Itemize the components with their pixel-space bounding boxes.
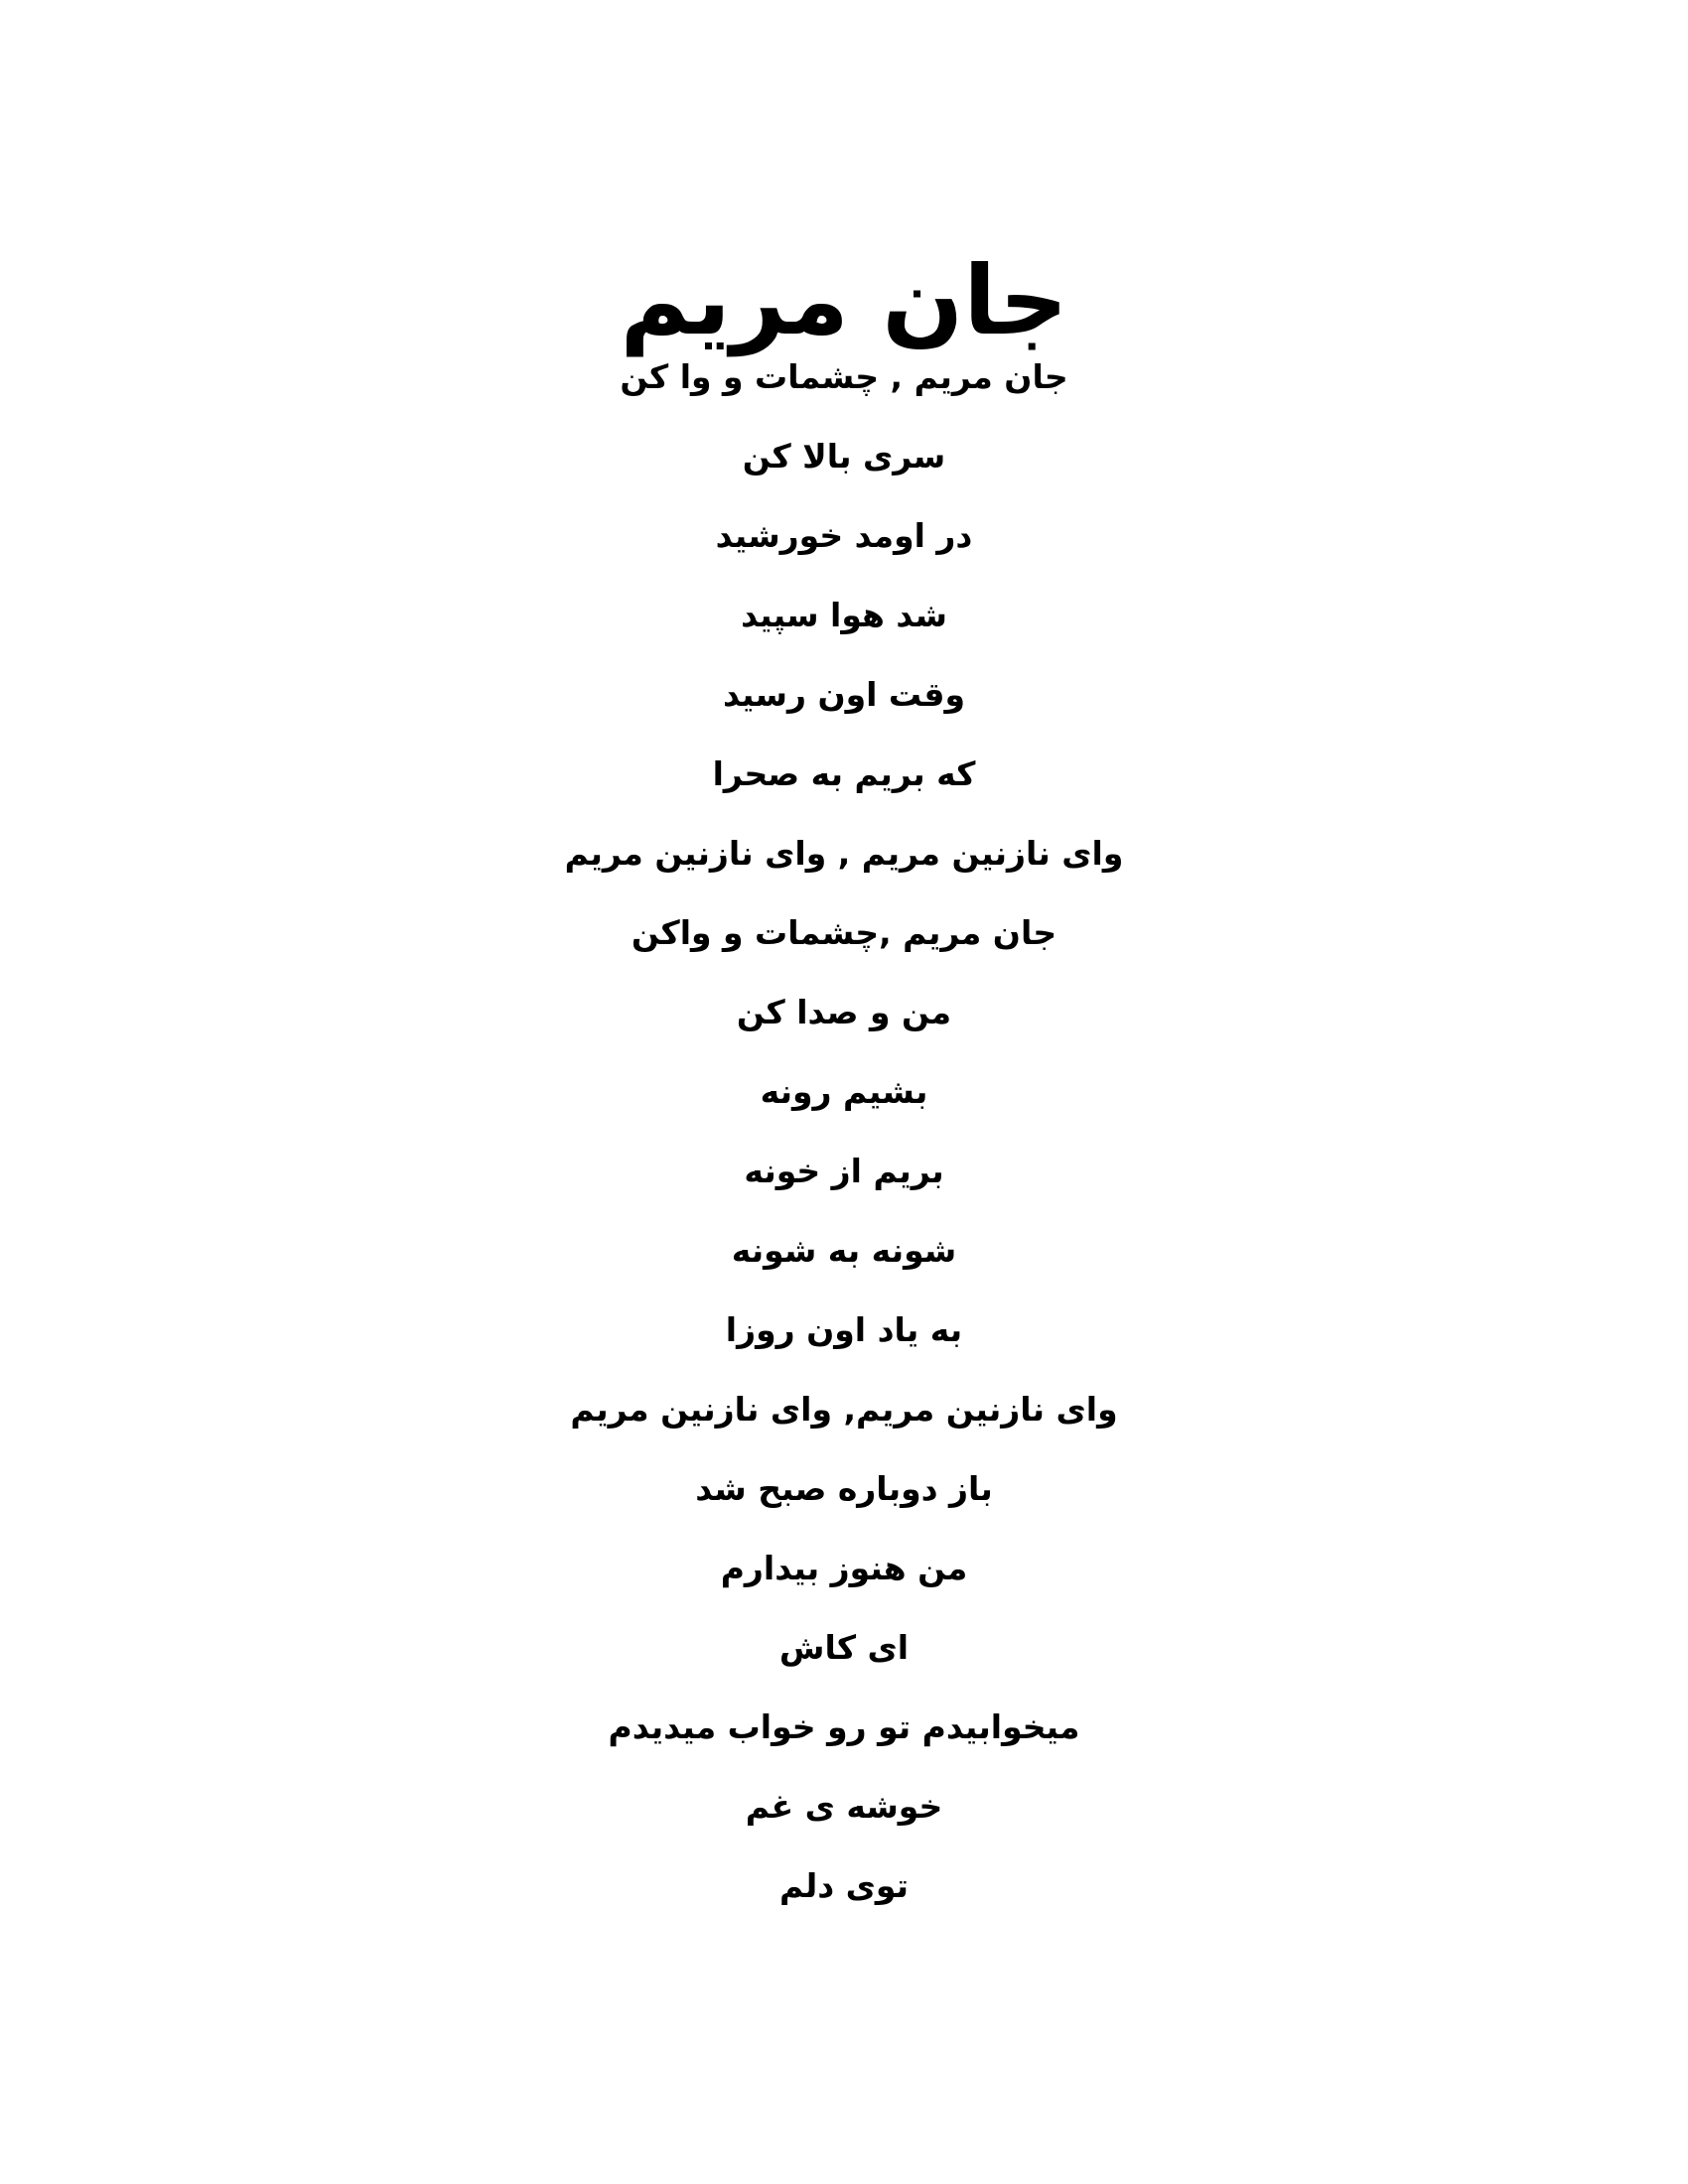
poem-line: شونه به شونه bbox=[731, 1231, 957, 1270]
poem-line: وای نازنین مریم , وای نازنین مریم bbox=[564, 834, 1124, 873]
poem-line: شد هوا سپید bbox=[741, 596, 947, 634]
poem-title: جان مریم bbox=[620, 245, 1068, 356]
poem-line: توی دلم bbox=[778, 1866, 910, 1905]
poem-line: ای کاش bbox=[778, 1628, 910, 1667]
poem-line: من هنوز بیدارم bbox=[720, 1549, 968, 1587]
poem-line: میخوابیدم تو رو خواب میدیدم bbox=[608, 1707, 1080, 1746]
poem-line: جان مریم , چشمات و وا کن bbox=[620, 357, 1068, 396]
poem-line: من و صدا کن bbox=[736, 993, 952, 1031]
poem-line: وقت اون رسید bbox=[722, 675, 965, 714]
poem-line: بریم از خونه bbox=[744, 1152, 944, 1190]
poem-line: باز دوباره صبح شد bbox=[695, 1469, 993, 1508]
poem-line: که بریم به صحرا bbox=[712, 754, 976, 793]
poem-line: بشیم رونه bbox=[760, 1072, 928, 1111]
poem-line: خوشه ی غم bbox=[745, 1787, 943, 1826]
poem-line: در اومد خورشید bbox=[715, 516, 973, 555]
poem-line: جان مریم ,چشمات و واکن bbox=[631, 913, 1057, 952]
poem-line: وای نازنین مریم, وای نازنین مریم bbox=[570, 1390, 1118, 1429]
poem-line: به یاد اون روزا bbox=[725, 1310, 963, 1349]
poem-line: سری بالا کن bbox=[742, 437, 946, 476]
